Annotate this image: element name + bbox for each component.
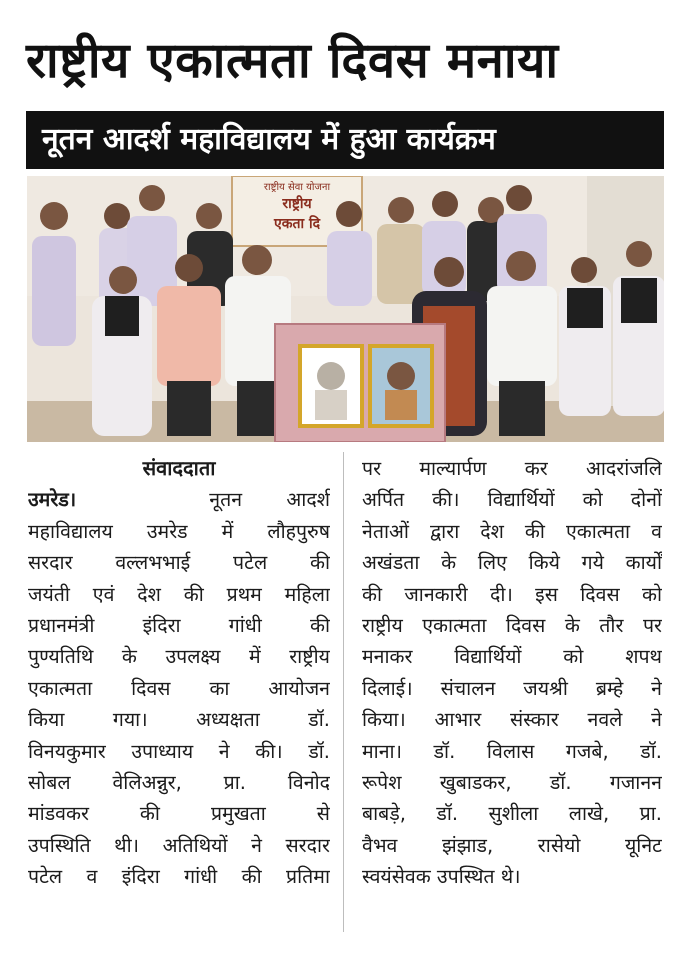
article-line: बाबड़े, डॉ. सुशीला लाखे, प्रा. [362,802,662,826]
article-line: वैभव झंझाड, रासेयो यूनिट [362,833,662,857]
article-line: सोबल वेलिअन्नुर, प्रा. विनोद [28,770,330,794]
banner-line-3: एकता दि [273,216,321,232]
article-line: जयंती एवं देश की प्रथम महिला [28,582,330,606]
article-line: किया। आभार संस्कार नवले ने [362,708,662,732]
byline: संवाददाता [142,456,216,480]
banner-line-1: राष्ट्रीय सेवा योजना [263,182,331,193]
article-line: पटेल व इंदिरा गांधी की प्रतिमा [28,865,330,889]
article-line: अखंडता के लिए किये गये कार्यों [362,551,662,575]
article-line: अर्पित की। विद्यार्थियों को दोनों [362,488,662,512]
article-line: की जानकारी दी। इस दिवस को [362,582,662,606]
article-line: एकात्मता दिवस का आयोजन [28,676,330,700]
article-line: माना। डॉ. विलास गजबे, डॉ. [362,739,662,763]
article-line: सरदार वल्लभभाई पटेल की [28,551,330,575]
article-line: किया गया। अध्यक्षता डॉ. [28,708,330,732]
article-line: महाविद्यालय उमरेड में लौहपुरुष [28,519,330,543]
article-line: मनाकर विद्यार्थियों को शपथ [362,645,662,669]
article-line: पुण्यतिथि के उपलक्ष्य में राष्ट्रीय [28,645,330,669]
banner-line-2: राष्ट्रीय [282,196,312,212]
group-photo [27,176,664,442]
headline: राष्ट्रीय एकात्मता दिवस मनाया [26,32,559,89]
subheadline: नूतन आदर्श महाविद्यालय में हुआ कार्यक्रम [42,122,496,157]
article-line: राष्ट्रीय एकात्मता दिवस के तौर पर [362,613,662,637]
column-divider [343,452,344,932]
article-column-left [28,453,330,892]
article-line: विनयकुमार उपाध्याय ने की। डॉ. [28,739,330,763]
article-line: रूपेश खुबाडकर, डॉ. गजानन [362,770,662,794]
article-line: उपस्थिति थी। अतिथियों ने सरदार [28,833,330,857]
article-line [28,484,330,515]
dateline: उमरेड। [28,488,77,512]
article-line: दिलाई। संचालन जयश्री ब्रम्हे ने [362,676,662,700]
article-line: प्रधानमंत्री इंदिरा गांधी की [28,613,330,637]
article-line: स्वयंसेवक उपस्थित थे। [362,865,521,889]
subheadline-bar [26,111,664,169]
article-line: पर माल्यार्पण कर आदरांजलि [362,457,662,480]
article-line-text: नूतन आदर्श [209,488,330,512]
article-line: मांडवकर की प्रमुखता से [28,802,330,826]
portrait-table [275,324,445,442]
article-column-right [362,453,662,892]
article-line: नेताओं द्वारा देश की एकात्मता व [362,519,662,543]
